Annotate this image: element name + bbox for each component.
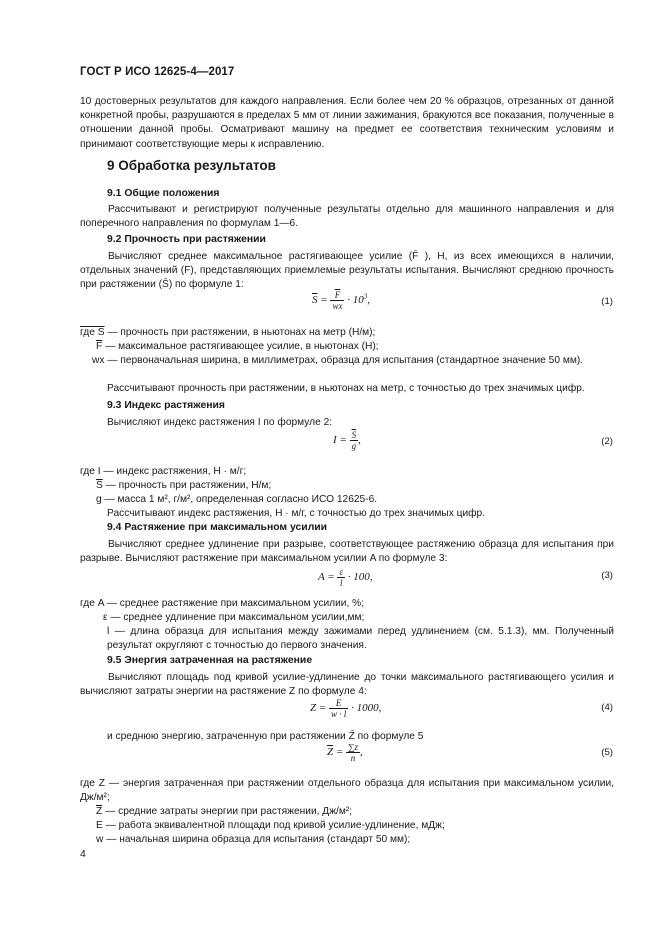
formula-1-fraction [330,290,344,311]
f5-def-row [80,777,614,804]
intro-paragraph: 10 достоверных результатов для каждого направления. Если более чем 20 % образцов, отрезанных от данной конкретной пробы, разрушаются в пределах 5 мм от линии зажимания, бракуются все показания, полученные в отношении данной пробы. Осматривают машину на предмет ее соответствия техническим условиям и принимают соответствующие меры к исправлению. [80,96,614,150]
section-9-3-text: Вычисляют индекс растяжения I по формуле 2: [107,417,333,428]
f2-def-row [80,465,246,479]
f1-def-symbol: $\overline{F}$ [96,341,103,352]
f5-def-symbol: E [96,820,103,831]
f2-def-symbol: где I [80,466,101,477]
section-9-2-text: Вычисляют среднее максимальное растягивающее усилие (F̄ ), Н, из всех имеющихся в наличии, отдельных значений (F), представляющих приемлемые результаты испытания. Вычисляют среднюю прочность при растяжении (S̄) по формуле 1: [80,251,614,291]
formula-3-number: (3) [601,570,613,581]
f1-after-text: Рассчитывают прочность при растяжении, в ньютонах на метр, с точностью до трех значимых цифр. [107,383,585,394]
document-header: ГОСТ Р ИСО 12625-4—2017 [80,66,235,78]
formula-5-denominator: n [350,753,356,763]
f3-def-text: — длина образца для испытания между зажимами перед удлинением (см. 5.1.3), мм. Полученный результат округляют с точностью до первого значения. [107,626,614,651]
f1-def-symbol: wx [92,355,105,366]
section-9-1-title: 9.1 Общие положения [107,188,220,199]
f3-def-row [103,611,364,625]
f5-def-row [96,819,445,833]
f1-def-symbol: где S [80,327,105,338]
f2-def-text: — прочность при растяжении, Н/м; [105,480,272,491]
formula-2-denominator: g [351,441,357,451]
f3-def-symbol: где A [80,598,104,609]
formula-2 [333,430,361,451]
f5-def-symbol: w [96,834,104,845]
formula-1-numerator: $\overline{F}$ [330,290,344,301]
section-9-5-text: Вычисляют площадь под кривой усилие-удлинение до точки максимального растягивающего усилия и вычисляют затраты энергии на растяжение Z по формуле 4: [80,672,614,698]
formula-4-tail: · 1000, [351,702,382,715]
f5-def-row [96,805,352,819]
f1-def-row [92,354,614,368]
formula-4-lhs: Z = [310,702,327,715]
formula-3-denominator: l [339,578,343,588]
f5-def-row [96,833,410,847]
f3-def-row [80,597,364,611]
f3-def-symbol: ε [103,612,108,623]
formula-1-end: , [367,294,370,307]
formula-3 [318,567,373,588]
f1-def-text: — первоначальная ширина, в миллиметрах, образца для испытания (стандартное значение 50 мм). [107,355,584,366]
f2-def-text: — масса 1 м², г/м², определенная согласно ИСО 12625-6. [104,494,378,505]
f3-def-row [107,625,614,652]
formula-5-lhs: $\overline{Z}$ [327,746,334,759]
formula-1-exponent: 3 [363,292,368,301]
formula-1: $\overline{S}$ = $\frac{\overline{F}}{wx}$ · $10^3$, [312,290,370,311]
formula-4 [310,698,381,719]
f1-def-row [96,340,379,354]
formula-5-fraction [346,742,360,763]
formula-5: $\overline{Z}$ = $\frac{\sum z}{n}$ , [327,742,363,763]
formula-2-fraction [350,430,359,451]
f5-def-text: — энергия затраченная при растяжении отдельного образца для испытания при максимальном усилии, Дж/м²; [80,778,614,803]
formula-2-number: (2) [601,436,613,447]
section-9-4-title: 9.4 Растяжение при максимальном усилии [107,522,328,533]
f1-def-text: — максимальное растягивающее усилие, в ньютонах (Н); [105,341,379,352]
f3-def-symbol: l [107,626,110,637]
formula-3-fraction [337,567,345,588]
formula-3-tail: · 100, [347,571,373,584]
f5-def-text: — начальная ширина образца для испытания (стандарт 50 мм); [106,834,411,845]
section-9-5-title: 9.5 Энергия затраченная на растяжение [107,655,313,666]
section-9-4-text: Вычисляют среднее удлинение при разрыве, соответствующее растяжению образца для испытания при разрыве. Вычисляют растяжение при максимальном усилии A по формуле 3: [80,539,614,565]
f2-after-text: Рассчитывают индекс растяжения, Н · м/г, с точностью до трех значимых цифр. [107,508,486,519]
formula-2-numerator: $\overline{S}$ [351,430,357,440]
section-9-3-title: 9.3 Индекс растяжения [107,400,225,411]
formula-1-denominator: wx [332,301,343,311]
f5-def-symbol: $\overline{Z}$ [96,806,103,817]
formula-2-end: , [358,434,361,447]
formula-5-numerator: ∑z [348,742,358,752]
formula-5-number: (5) [601,747,613,758]
formula-3-lhs: A = [318,571,335,584]
f1-def-row [80,326,375,340]
formula-1-tail: · 10 [347,294,364,307]
f5-def-text: — работа эквивалентной площади под кривой усилие-удлинение, мДж; [105,820,445,831]
formula-4-number: (4) [601,702,613,713]
f2-def-row [96,493,377,507]
f1-def-text: — прочность при растяжении, в ньютонах на метр (Н/м); [107,327,376,338]
formula-1-number: (1) [601,296,613,307]
f2-def-symbol: g [96,494,102,505]
formula-3-numerator: ε [339,567,343,577]
section-9-2-title: 9.2 Прочность при растяжении [107,234,266,245]
f5-def-text: — средние затраты энергии при растяжении, Дж/м²; [105,806,353,817]
formula-2-lhs: I = [333,434,347,447]
f2-def-row [96,479,271,493]
formula-4-fraction [329,698,348,719]
section-9-title: 9 Обработка результатов [107,158,276,173]
f3-def-text: — среднее удлинение при максимальном усилии,мм; [110,612,365,623]
f2-def-text: — индекс растяжения, Н · м/г; [103,466,247,477]
f3-def-text: — среднее растяжение при максимальном усилии, %; [106,598,365,609]
f2-def-symbol: $\overline{S}$ [96,480,103,491]
section-9-1-text: Рассчитывают и регистрируют полученные результаты отдельно для машинного направления и для поперечного направления по формулам 1—6. [80,204,614,230]
f5-def-symbol: где Z [80,778,105,789]
page-number: 4 [80,848,86,860]
formula-5-end: , [359,746,363,759]
formula-4-denominator: w · l [331,709,347,719]
f4-after-text: и среднюю энергию, затраченную при растяжении Z̄ по формуле 5 [107,731,424,742]
formula-4-numerator: E [329,698,348,709]
formula-1-lhs: $\overline{S}$ [312,294,318,307]
